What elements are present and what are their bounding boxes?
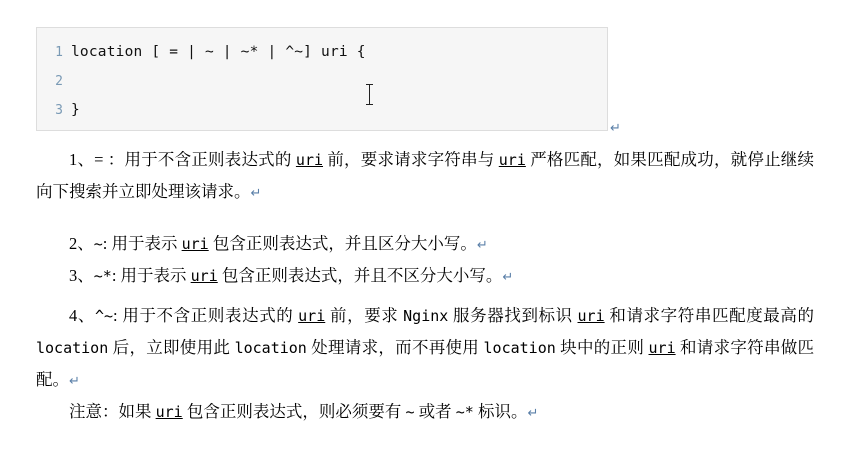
paragraph-rule-caret-tilde bbox=[36, 300, 814, 396]
paragraph-mark: ↵ bbox=[527, 405, 539, 420]
text-run: : 用于表示 bbox=[102, 234, 182, 253]
paragraph-mark: ↵ bbox=[502, 269, 514, 284]
text-run-uri: uri bbox=[298, 307, 326, 325]
text-run-operator: ~* bbox=[93, 267, 112, 285]
text-run: 2、 bbox=[69, 234, 94, 253]
text-run-operator: ~ bbox=[93, 235, 103, 253]
text-run-location: location bbox=[483, 339, 556, 357]
paragraph-mark: ↵ bbox=[69, 373, 80, 388]
text-run-uri: uri bbox=[498, 151, 526, 169]
text-run: 包含正则表达式，并且区分大小写。 bbox=[208, 234, 477, 253]
paragraph-rule-equals bbox=[36, 144, 814, 208]
code-line-text: } bbox=[71, 102, 80, 118]
text-run: 严格匹配，如果匹配成功，就停止继续向下搜索并立即处理该请求。 bbox=[36, 150, 815, 201]
code-line bbox=[37, 67, 607, 96]
text-run-uri: uri bbox=[155, 403, 183, 421]
text-run-nginx: Nginx bbox=[403, 307, 449, 325]
text-run-uri: uri bbox=[190, 267, 218, 285]
paragraph-mark: ↵ bbox=[610, 120, 621, 135]
paragraph-note bbox=[36, 396, 814, 428]
paragraph-mark: ↵ bbox=[250, 185, 262, 200]
text-run: 后，立即使用此 bbox=[108, 338, 235, 357]
code-line bbox=[37, 38, 607, 67]
text-run: 或者 bbox=[414, 402, 456, 421]
text-run: 包含正则表达式，并且不区分大小写。 bbox=[217, 266, 503, 285]
text-run: 4、 bbox=[69, 306, 95, 325]
code-block[interactable] bbox=[36, 27, 608, 131]
text-run: : 用于表示 bbox=[111, 266, 191, 285]
text-run: 包含正则表达式，则必须要有 bbox=[182, 402, 406, 421]
text-cursor bbox=[369, 84, 370, 105]
text-run: 1、= ：用于不含正则表达式的 bbox=[69, 150, 296, 169]
text-run: : 用于不含正则表达式的 bbox=[113, 306, 299, 325]
line-number: 2 bbox=[55, 74, 63, 89]
text-run: 前，要求 bbox=[325, 306, 404, 325]
text-run-location: location bbox=[36, 339, 109, 357]
text-run: 3、 bbox=[69, 266, 94, 285]
line-number: 3 bbox=[55, 103, 63, 118]
code-line bbox=[37, 96, 607, 125]
paragraph-mark: ↵ bbox=[476, 237, 488, 252]
text-run-uri: uri bbox=[648, 339, 676, 357]
paragraph-rule-tilde-star bbox=[36, 260, 814, 292]
text-run-operator: ~* bbox=[455, 403, 474, 421]
text-run-location: location bbox=[234, 339, 307, 357]
line-number: 1 bbox=[55, 45, 63, 60]
text-run: 和请求字符串匹配度最高的 bbox=[604, 306, 815, 325]
text-run: 和请求字符串做匹配。 bbox=[36, 338, 815, 389]
code-line-text: location [ = | ~ | ~* | ^~] uri { bbox=[71, 44, 366, 60]
text-run: 标识。 bbox=[473, 402, 528, 421]
paragraph-rule-tilde bbox=[36, 228, 814, 260]
text-run-operator: ^~ bbox=[94, 307, 114, 325]
text-run: 块中的正则 bbox=[555, 338, 649, 357]
text-run: 注意：如果 bbox=[69, 402, 156, 421]
text-run-uri: uri bbox=[577, 307, 605, 325]
text-run-uri: uri bbox=[295, 151, 324, 169]
text-run: 前，要求请求字符串与 bbox=[323, 150, 499, 169]
text-run: 处理请求，而不再使用 bbox=[306, 338, 484, 357]
text-run: 服务器找到标识 bbox=[448, 306, 578, 325]
text-run-uri: uri bbox=[181, 235, 209, 253]
text-run-operator: ~ bbox=[405, 403, 415, 421]
